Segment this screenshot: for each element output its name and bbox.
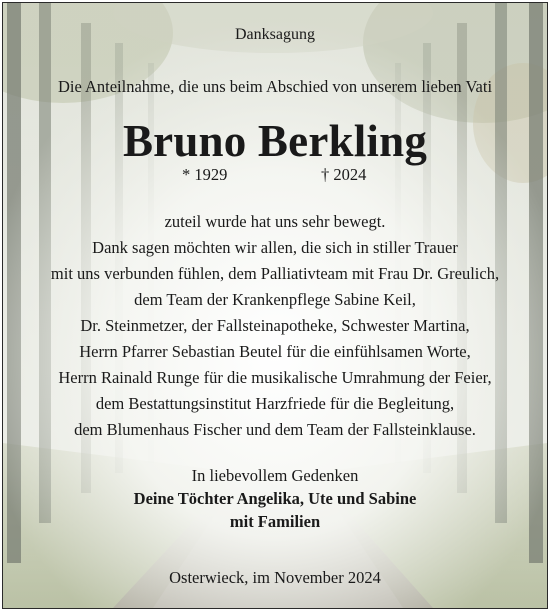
body-line: Herrn Rainald Runge für die musikalische Umrahmung der Feier, [58,368,492,387]
signature-daughters: Deine Töchter Angelika, Ute und Sabine [133,489,417,508]
notice-content [3,3,547,608]
thanks-body [3,209,547,443]
obituary-notice [2,2,548,609]
body-line: mit uns verbunden fühlen, dem Palliativteam mit Frau Dr. Greulich, [50,264,500,283]
closing-block [3,464,547,533]
body-line: dem Team der Krankenpflege Sabine Keil, [134,290,416,309]
closing-phrase: In liebevollem Gedenken [191,466,359,485]
notice-heading: Danksagung [235,26,315,43]
body-line: Dank sagen möchten wir allen, die sich in stiller Trauer [92,238,458,257]
death-year: † 2024 [321,165,367,184]
place-and-date: Osterwieck, im November 2024 [169,568,381,587]
body-line: dem Bestattungsinstitut Harzfriede für die Begleitung, [95,394,455,413]
intro-text: Die Anteilnahme, die uns beim Abschied von unserem lieben Vati [57,77,493,96]
life-dates [3,165,547,185]
signature-families: mit Familien [229,512,321,531]
deceased-name: Bruno Berkling [122,116,428,166]
body-line: Herrn Pfarrer Sebastian Beutel für die einfühlsamen Worte, [79,342,471,361]
birth-year: * 1929 [182,165,228,184]
body-line: Dr. Steinmetzer, der Fallsteinapotheke, Schwester Martina, [80,316,470,335]
body-line: zuteil wurde hat uns sehr bewegt. [164,212,386,231]
body-line: dem Blumenhaus Fischer und dem Team der Fallsteinklause. [74,420,476,439]
